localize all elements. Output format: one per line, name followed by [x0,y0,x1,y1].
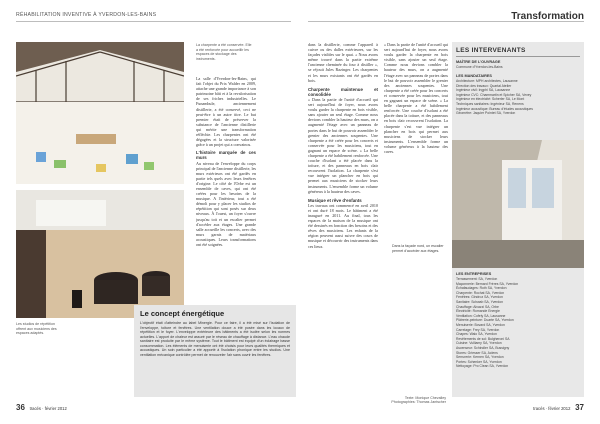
contributor-line: Sanitaire: Schwab SA, Yverdon [456,299,504,304]
body-subheading: Charpente maintenue et consolidée [308,86,378,97]
body-paragraph: « Dans la partie de l'unité d'accueil qui sert aujourd'hui de foyer, nous avons voulu garder la charpente en bois visible, sans ajouter un seul étage. Comme nous devions combler la hauteur des murs, on a augmenté l'étage avec un panneau de portes dans le but de pouvoir assembler le grenier des anciennes soupentes. Une charpente a été créée pour les concerts et conservée pour les musiciens, tout en gagnant un espace de scène. » La belle charpente a été habilement renforcée. Une couche d'isolant a été placée dans la toiture, et des panneaux en bois clair recouvrent l'isolation. La charpente s'est vue intégrer un plancher en bois qui permet aux musiciens de stocker leurs instruments. L'ensemble forme un volume généreux à la hauteur des caves. [308,96,378,194]
body-paragraph: Les travaux ont commencé en avril 2010 et ont duré 18 mois. Le bâtiment a été inauguré en 2011. Au final, tous les espaces de la maison de la musique ont été dessinés en fonction des besoins et des rêves des musiciens. Les enfants de la région peuvent aussi suivre des cours de musique et découvrir des instruments dans ces lieux. [308,202,378,249]
mandataires-heading: LES MANDATAIRES [456,74,492,78]
studio-photo [16,190,184,318]
contributor-line: Géomètre: Jaquier Pointet SA, Yverdon [456,111,516,116]
owner-name: Commune d'Yverdon-les-Bains [456,65,503,69]
contributor-line: Fenêtres: Gindroz SA, Yverdon [456,295,503,300]
top-photo-caption: La charpente a été conservée. Elle a été renforcée pour accueillir les espaces de stockage des instruments. [196,43,252,61]
contributor-line: Charpente: Rochat SA, Yverdon [456,290,505,295]
contributor-line: Maçonnerie: Bernard Frères SA, Yverdon [456,281,519,286]
header-rule-left [16,21,291,22]
body-paragraph: dans la distillerie, comme l'appareil à cuivre ou des dalles extérieures, sur les façades visibles sur le quai. « Nous avons même trouvé dans la partie extrême l'ancienne cheminée du four à distiller », se réjouit Jules Razinger. Les charpentes et les murs existants ont été gardés en bois. [308,42,378,83]
entreprises-heading: LES ENTREPRISES [456,272,492,276]
box-title: Le concept énergétique [140,309,225,318]
contributor-line: Stores: Griesser SA, Aclens [456,350,498,355]
contributor-line: Ventilation: Cofely SA, Lausanne [456,313,506,318]
footer-left [16,403,67,412]
footer-right [533,403,584,412]
contributor-line: Nettoyage: Pro Clean SA, Yverdon [456,364,509,369]
left-magazine-line: tracés · février 2012 [29,406,67,411]
contributor-line: Techniques sanitaires: Ingénieur SA, Renens [456,101,524,106]
contributor-line: Terrassement: SA, Yverdon [456,277,498,281]
section-title: Transformation [511,11,584,22]
entreprises-list [456,277,580,369]
contributor-line: Ingénieur acoustique: Bureau d'études acoustiques [456,106,533,111]
box-text: L'objectif était d'atteindre au label Minergie. Pour ce faire, il a été misé sur l'isolation de l'enveloppe, toiture et fenêtres. Une ventilation douce a été posée dans les locaux de répétition et le foyer. L'enveloppe extérieure des bâtiments a été isolée selon les normes actuelles. L'apport de chaleur est assuré par le réseau de chauffage à distance. L'eau chaude sanitaire est produite par le même système. Tout le bâtiment est équipé d'un éclairage basse consommation. Les éléments de menuiserie ont été choisis pour leurs qualités thermiques et acoustiques. Un soin particulier a été apporté à l'isolation phonique entre les studios. Une ventilation mécanique contrôlée permet de renouveler l'air sans ouvrir les fenêtres. [140,321,290,357]
sidebar-title: LES INTERVENANTS [456,47,526,54]
energy-concept-box [134,305,296,397]
page-header-left: RÉHABILITATION INVENTIVE À YVERDON-LES-BAINS [16,12,157,18]
contributor-line: Menuiserie: Bovard SA, Yverdon [456,322,505,327]
body-column-2 [308,42,378,394]
sidebar-rule [456,56,580,57]
bottom-photo-caption: Les studios de répétition offrent aux musiciens des espaces adaptés. [16,322,57,336]
facade-photo [452,140,584,268]
right-magazine-line: tracés · février 2012 [533,406,571,411]
left-page-number: 36 [16,403,25,412]
contributor-line: Électricité: Romande Energie [456,309,500,314]
contributor-line: Ingénieur CVC: Chammartin et Spicher SA, Vevey [456,92,532,97]
contributor-line: Chapes: Walo SA, Yverdon [456,332,497,337]
contributor-line: Ingénieur civil: Ingphi SA, Lausanne [456,88,511,93]
contributor-line: Ingénieur en électricité: Scherler SA, Le Mont [456,97,525,102]
contributor-line: Direction des travaux: Quartal Atelier [456,83,512,88]
interior-roof-photo [16,42,184,184]
body-column-1 [196,76,256,302]
contributor-line: Serrurerie: Kernen SA, Yverdon [456,355,504,360]
contributor-line: Revêtements de sol: Bulgheroni SA [456,336,510,341]
article-credit: Texte: Monique Chevalley Photographies: Thomas Jantscher [391,396,446,404]
contributor-line: Architecture: MPH architectes, Lausanne [456,79,518,83]
right-page-number: 37 [575,403,584,412]
contributor-line: Plâtrerie-peinture: Duarte SA, Yverdon [456,318,514,323]
body-column-3 [384,42,448,394]
contributor-line: Cuisine: Vulliamy SA, Yverdon [456,341,502,346]
body-paragraph: Au niveau de l'enveloppe du corps principal de l'ancienne distillerie, les murs extérieurs ont été gardés en partie tels quels avec leurs fenêtres d'origine. Le côté de l'Orbe est un ensemble de caves, qui ont été créées pour les besoins de la musique. A l'intérieur, tout a été démoli pour y placer les studios de répétition qui sont posés sur deux niveaux. À l'ouest, un foyer s'ouvre jusqu'au toit et un escalier permet d'accéder aux étages. Une grande salle accueille les concerts, avec des murs garnis de matériaux acoustiques. Leurs transformations ont été soignées. [196,160,256,247]
body-paragraph: « Dans la partie de l'unité d'accueil qui sert aujourd'hui de foyer, nous avons voulu garder la charpente en bois visible, sans ajouter un seul étage. Comme nous devions combler la hauteur des murs, on a augmenté l'étage avec un panneau de portes dans le but de pouvoir assembler le grenier des anciennes soupentes. Une charpente a été créée pour les concerts et conservée pour les musiciens, tout en gagnant un espace de scène. » La belle charpente a été habilement renforcée. Une couche d'isolant a été placée dans la toiture, et des panneaux en bois clair recouvrent l'isolation. La charpente s'est vue intégrer un plancher en bois qui permet aux musiciens de stocker leurs instruments. L'ensemble forme un volume généreux à la hauteur des caves. [384,42,448,154]
body-subheading: L'histoire marquée de ces murs [196,150,256,161]
contributor-line: Chauffage: Alvazzi SA, Orbe [456,304,499,309]
owner-heading: MAÎTRE DE L'OUVRAGE [456,60,501,64]
contributor-line: Portes: Schenker SA, Yverdon [456,359,502,364]
body-subheading: Musique et rêve d'enfants [308,197,362,203]
mandataires-list [456,79,580,116]
contributor-line: Échafaudages: Roth SA, Yverdon [456,286,507,291]
body-paragraph: La salle d'Yverdon-les-Bains, qui fait l'objet du Prix Walder en 2009, attache une grande importance à son patrimoine bâti et à la revalorisation de ses friches industrielles. Le Funambule, anciennement distillerie, a été conservé, ceci ne peut-être à un autre titre. Le but premier était de préserver la substance de l'ancienne distillerie qui mérite une transformation réfléchie. Les charpentes ont été dégagées et la structure valorisée grâce à un projet qui a convaincu. [196,76,256,148]
side-photo-caption: Dans la façade nord, un escalier permet d'accéder aux étages. [392,244,444,253]
entreprises-panel [452,268,584,397]
contributor-line: Carrelage: Frey SA, Yverdon [456,327,500,332]
contributor-line: Ascenseur: Schindler SA, Bussigny [456,345,510,350]
